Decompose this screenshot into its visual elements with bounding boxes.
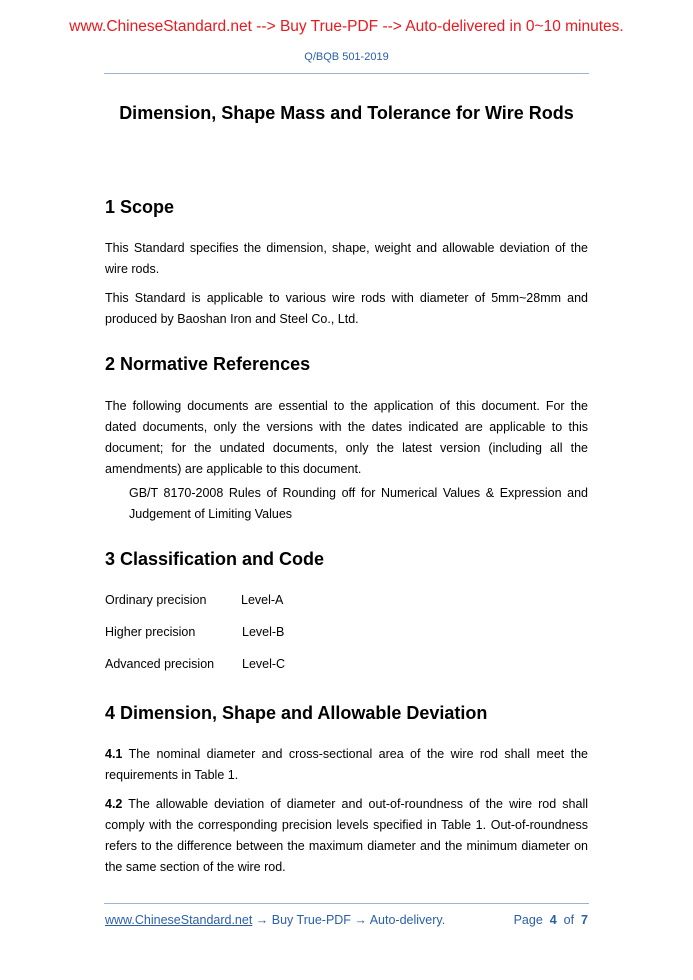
- promo-banner-link[interactable]: www.ChineseStandard.net --> Buy True-PDF --> Auto-delivered in 0~10 minutes.: [69, 18, 624, 35]
- scope-paragraph-2: This Standard is applicable to various wire rods with diameter of 5mm~28mm and produced by Baoshan Iron and Steel Co., Ltd.: [105, 291, 588, 326]
- precision-name: Advanced precision: [105, 657, 215, 671]
- clause-text: The allowable deviation of diameter and out-of-roundness of the wire rod shall comply with the corresponding precision levels specified in Table 1. Out-of-roundness refers to the difference between the maximum diameter and the minimum diameter on the same section of the wire rod.: [105, 797, 589, 874]
- section-heading-dimension: 4 Dimension, Shape and Allowable Deviation: [105, 703, 488, 723]
- section-heading-normative-references: 2 Normative References: [105, 354, 311, 374]
- page-footer: [105, 913, 588, 927]
- page-current: 4: [549, 913, 557, 927]
- clause-4-2: [105, 794, 588, 878]
- section-heading-scope: 1 Scope: [105, 197, 175, 217]
- normative-reference-item: GB/T 8170-2008 Rules of Rounding off for Numerical Values & Expression and Judgement of Limiting Values: [129, 486, 588, 521]
- header-divider: [104, 73, 589, 74]
- clause-number: 4.1: [105, 747, 123, 761]
- clause-text: The nominal diameter and cross-sectional area of the wire rod shall meet the requirements in Table 1.: [105, 747, 588, 782]
- document-title: Dimension, Shape Mass and Tolerance for Wire Rods: [119, 103, 574, 123]
- normative-paragraph: The following documents are essential to the application of this document. For the dated documents, only the versions with the dates indicated are applicable to this document; for the undated documents, only the latest version (including all the amendments) are applicable to this document.: [105, 399, 588, 476]
- standard-code: Q/BQB 501-2019: [304, 51, 389, 63]
- clause-number: 4.2: [105, 797, 123, 811]
- scope-paragraph-1: This Standard specifies the dimension, shape, weight and allowable deviation of the wire rods.: [105, 241, 588, 276]
- precision-code: Level-B: [242, 625, 285, 639]
- classification-row: [105, 625, 284, 639]
- precision-name: Ordinary precision: [105, 593, 207, 607]
- page-total: 7: [581, 913, 588, 927]
- section-heading-classification: 3 Classification and Code: [105, 549, 325, 569]
- precision-name: Higher precision: [105, 625, 196, 639]
- clause-4-1: [105, 744, 588, 786]
- precision-code: Level-A: [241, 593, 284, 607]
- precision-code: Level-C: [242, 657, 286, 671]
- footer-text: → Buy True-PDF → Auto-delivery.: [252, 913, 446, 927]
- classification-row: [105, 593, 283, 607]
- footer-site-link[interactable]: www.ChineseStandard.net: [105, 913, 253, 927]
- page-indicator: Page 4 of 7: [513, 913, 588, 927]
- classification-row: [105, 657, 285, 671]
- footer-divider: [104, 903, 589, 904]
